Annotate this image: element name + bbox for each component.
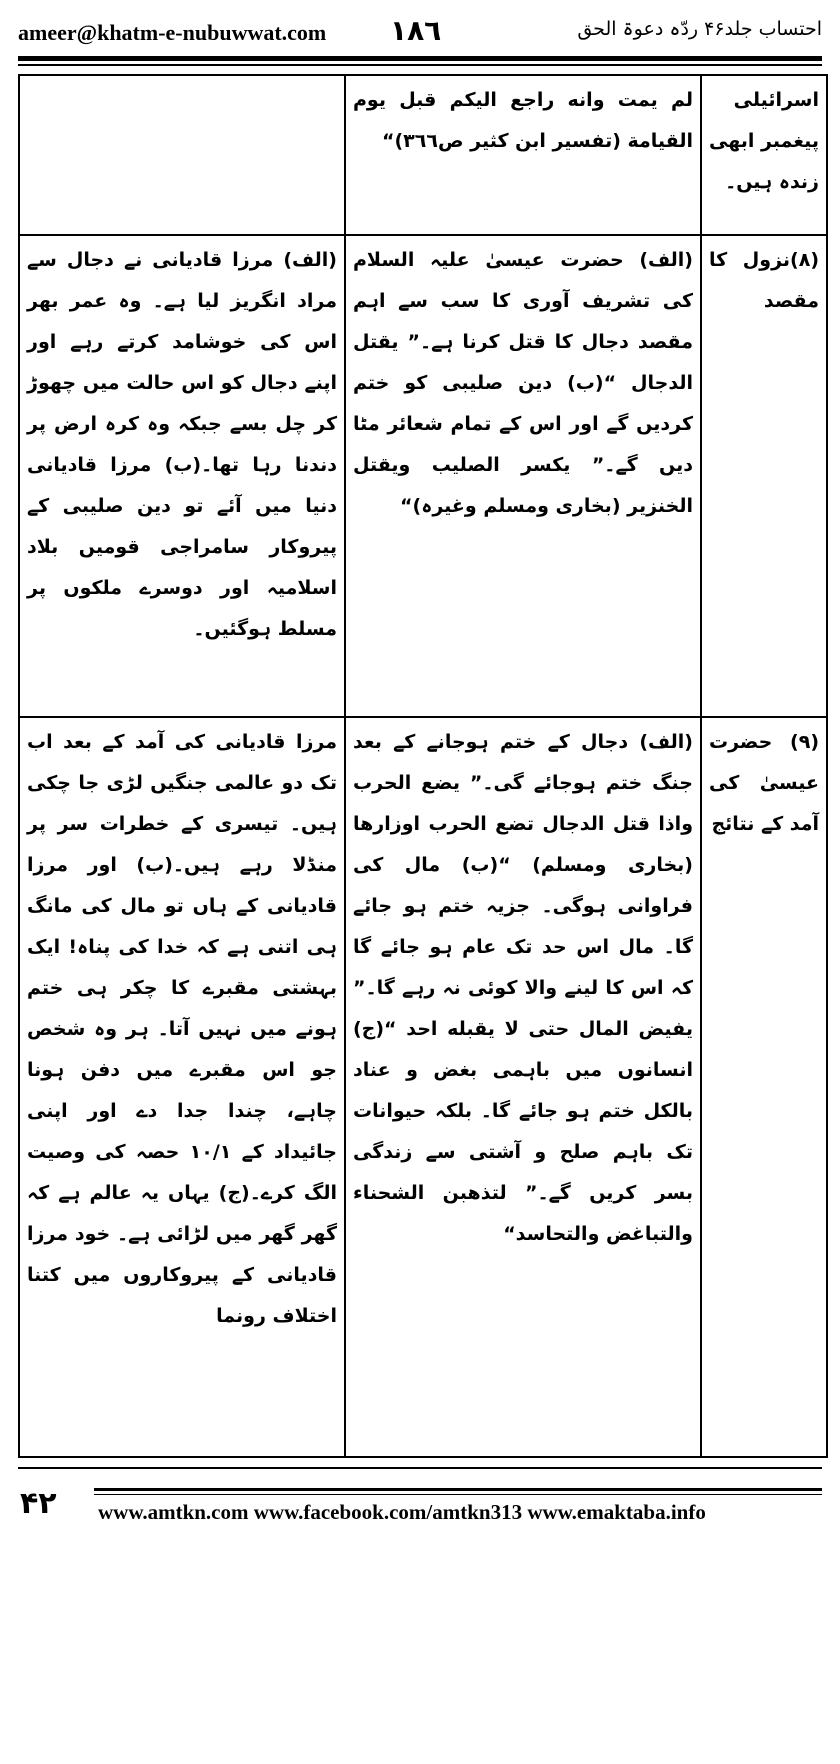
islam-cell: (الف) دجال کے ختم ہوجانے کے بعد جنگ ختم ہوجائے گی۔” یضع الحرب واذا قتل الدجال تضع الحرب اوزارها (بخاری ومسلم) “(ب) مال کی فراوانی ہوگی۔ جزیہ ختم ہو جائے گا۔ مال اس حد تک عام ہو جائے گا کہ اس کا لینے والا کوئی نہ رہے گا۔” یفیض المال حتی لا یقبله احد “(ج) انسانوں میں باہمی بغض و عناد بالکل ختم ہو جائے گا۔ بلکہ حیوانات تک باہم صلح و آشتی سے زندگی بسر کریں گے۔” لتذهبن الشحناء والتباغض والتحاسد“ — [345, 717, 701, 1457]
page-header — [18, 6, 822, 50]
table-row — [19, 75, 827, 235]
header-book-title: احتساب جلد۴۶ ردّہ دعوۃ الحق — [577, 18, 822, 40]
topic-cell: (۸)نزول کا مقصد — [701, 235, 827, 717]
topic-cell: اسرائیلی پیغمبر ابھی زندہ ہیں۔ — [701, 75, 827, 235]
footer-links[interactable]: www.amtkn.com www.facebook.com/amtkn313 www.emaktaba.info — [98, 1500, 706, 1524]
qadiani-cell: مرزا قادیانی کی آمد کے بعد اب تک دو عالمی جنگیں لڑی جا چکی ہیں۔ تیسری کے خطرات سر پر منڈلا رہے ہیں۔(ب) اور مرزا قادیانی کے ہاں تو مال کی مانگ ہی اتنی ہے کہ خدا کی پناہ! ایک بہشتی مقبرے کا چکر ہی ختم ہونے میں نہیں آتا۔ ہر وہ شخص جو اس مقبرے میں دفن ہونا چاہے، چندا جدا دے اور اپنی جائیداد کے ۱۰/۱ حصہ کی وصیت الگ کرے۔(ج) یہاں یہ عالم ہے کہ گھر گھر میں لڑائی ہے۔ خود مرزا قادیانی کے پیروکاروں میں کتنا اختلاف رونما — [19, 717, 345, 1457]
header-rule — [18, 56, 822, 61]
islam-cell: لم یمت وانه راجع الیکم قبل یوم القیامة (تفسیر ابن کثیر ص۳٦٦)“ — [345, 75, 701, 235]
footer-bar — [94, 1488, 822, 1491]
header-page-number: ۱۸٦ — [390, 14, 442, 47]
topic-cell: (۹) حضرت عیسیٰ کی آمد کے نتائج — [701, 717, 827, 1457]
page-footer — [18, 1476, 822, 1526]
header-email: ameer@khatm-e-nubuwwat.com — [18, 20, 327, 45]
header-rule-thin — [18, 64, 822, 66]
footer-page-number: ۴۲ — [20, 1486, 57, 1521]
table-row — [19, 717, 827, 1457]
qadiani-cell — [19, 75, 345, 235]
qadiani-cell: (الف) مرزا قادیانی نے دجال سے مراد انگریز لیا ہے۔ وہ عمر بھر اس کی خوشامد کرتے رہے اور اپنے دجال کو اس حالت میں چھوڑ کر چل بسے جبکہ وہ کرہ ارض پر دندنا رہا تھا۔(ب) مرزا قادیانی دنیا میں آئے تو دین صلیبی کے پیروکار سامراجی قومیں بلاد اسلامیہ اور دوسرے ملکوں پر مسلط ہوگئیں۔ — [19, 235, 345, 717]
footer-bar-thin — [94, 1494, 822, 1495]
table-row — [19, 235, 827, 717]
footer-rule — [18, 1467, 822, 1469]
islam-cell: (الف) حضرت عیسیٰ علیہ السلام کی تشریف آوری کا سب سے اہم مقصد دجال کا قتل کرنا ہے۔” یقتل الدجال “(ب) دین صلیبی کو ختم کردیں گے اور اس کے تمام شعائر مٹا دیں گے۔” یکسر الصلیب ویقتل الخنزیر (بخاری ومسلم وغیرہ)“ — [345, 235, 701, 717]
